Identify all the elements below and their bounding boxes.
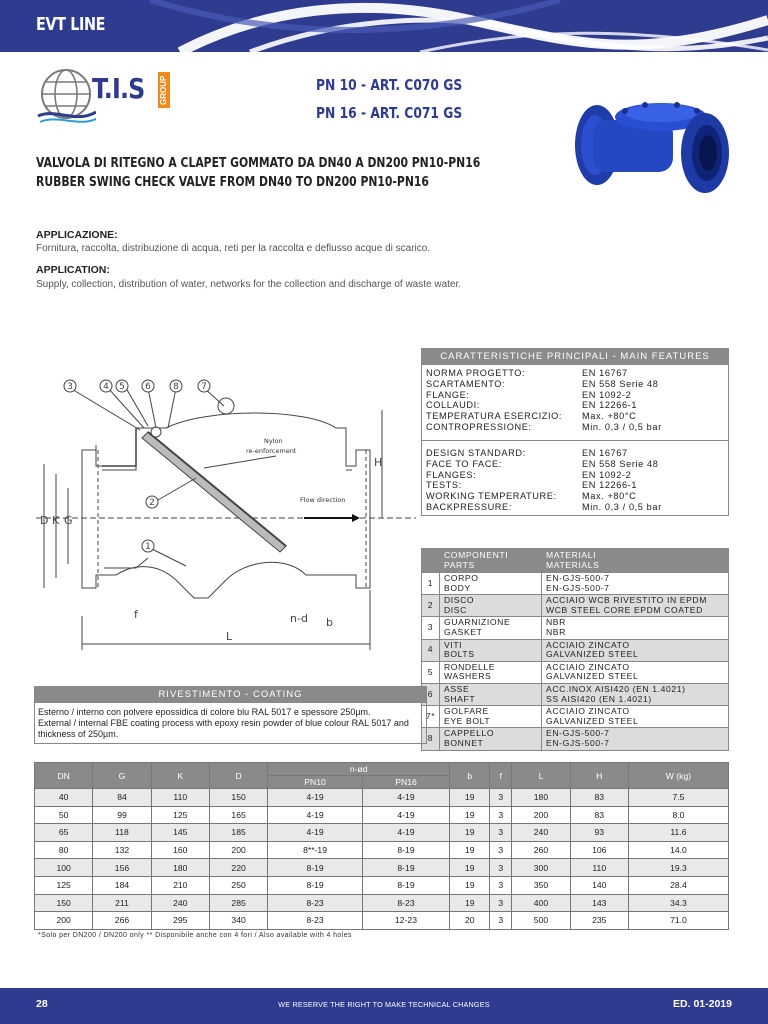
callout-3: 3 bbox=[67, 382, 73, 392]
dims-cell: 266 bbox=[93, 912, 151, 930]
dims-cell: 4-19 bbox=[268, 789, 363, 807]
dims-cell: 19 bbox=[450, 806, 490, 824]
dims-cell: 19 bbox=[450, 894, 490, 912]
feature-value: EN 12266-1 bbox=[582, 480, 638, 491]
component-material bbox=[542, 683, 729, 705]
article-pn16: PN 16 - ART. C071 GS bbox=[316, 104, 463, 122]
component-part bbox=[440, 706, 542, 728]
component-material bbox=[542, 573, 729, 595]
dims-cell: 500 bbox=[512, 912, 570, 930]
feature-key: FLANGE: bbox=[426, 389, 470, 400]
component-part bbox=[440, 595, 542, 617]
component-part bbox=[440, 573, 542, 595]
dims-header-d: D bbox=[209, 763, 267, 789]
feature-key: BACKPRESSURE: bbox=[426, 501, 512, 512]
dim-f-label: f bbox=[134, 608, 138, 621]
dims-cell: 300 bbox=[512, 859, 570, 877]
material-en: NBR bbox=[546, 626, 566, 637]
features-english bbox=[422, 441, 728, 513]
material-it: ACCIAIO ZINCATO bbox=[546, 661, 630, 672]
dims-header-nd: n-ød bbox=[268, 763, 450, 776]
component-part bbox=[440, 617, 542, 639]
feature-row bbox=[426, 470, 724, 481]
dims-cell: 3 bbox=[490, 806, 512, 824]
component-number: 7* bbox=[422, 706, 440, 728]
valve-product-image bbox=[565, 95, 733, 195]
article-pn10: PN 10 - ART. C070 GS bbox=[316, 76, 463, 94]
dims-cell: 100 bbox=[35, 859, 93, 877]
part-en: GASKET bbox=[444, 626, 483, 637]
callout-5: 5 bbox=[119, 382, 125, 392]
dims-cell: 210 bbox=[151, 876, 209, 894]
dims-cell: 99 bbox=[93, 806, 151, 824]
feature-value: EN 12266-1 bbox=[582, 400, 638, 411]
dims-cell: 185 bbox=[209, 824, 267, 842]
main-features-box bbox=[421, 348, 729, 516]
material-it: EN-GJS-500-7 bbox=[546, 728, 610, 739]
dims-cell: 340 bbox=[209, 912, 267, 930]
dims-cell: 180 bbox=[512, 789, 570, 807]
component-part bbox=[440, 661, 542, 683]
logo-group-tag: GROUP bbox=[158, 72, 170, 108]
part-it: GOLFARE bbox=[444, 706, 489, 717]
footer-band bbox=[0, 988, 768, 1024]
feature-key: DESIGN STANDARD: bbox=[426, 448, 526, 458]
coating-header: RIVESTIMENTO - COATING bbox=[35, 687, 426, 703]
dims-cell: 400 bbox=[512, 894, 570, 912]
dims-cell: 28.4 bbox=[628, 876, 728, 894]
dims-cell: 83 bbox=[570, 789, 628, 807]
features-italian bbox=[422, 365, 728, 441]
dims-row bbox=[35, 859, 729, 877]
dims-body bbox=[35, 789, 729, 930]
dims-row bbox=[35, 876, 729, 894]
component-number: 4 bbox=[422, 639, 440, 661]
title-italian: VALVOLA DI RITEGNO A CLAPET GOMMATO DA DN40 A DN200 PN10-PN16 bbox=[36, 155, 481, 171]
dims-cell: 3 bbox=[490, 894, 512, 912]
feature-key: TESTS: bbox=[426, 480, 462, 491]
dims-row bbox=[35, 894, 729, 912]
dims-cell: 200 bbox=[35, 912, 93, 930]
dims-cell: 20 bbox=[450, 912, 490, 930]
dims-cell: 3 bbox=[490, 789, 512, 807]
component-material bbox=[542, 728, 729, 750]
dims-cell: 34.3 bbox=[628, 894, 728, 912]
feature-value: EN 16767 bbox=[582, 448, 628, 458]
parts-header-en: PARTS bbox=[444, 559, 475, 570]
dims-cell: 50 bbox=[35, 806, 93, 824]
reinforcement-label: re-enforcement bbox=[246, 447, 297, 455]
part-it: RONDELLE bbox=[444, 661, 496, 672]
series-title: EVT LINE bbox=[36, 14, 106, 35]
materials-header-en: MATERIALS bbox=[546, 559, 600, 570]
coating-text-en: External / internal FBE coating process with epoxy resin powder of blue colour RAL 5017 and thickness of 250µm. bbox=[38, 718, 409, 739]
dims-cell: 140 bbox=[570, 876, 628, 894]
feature-value: EN 558 Serie 48 bbox=[582, 458, 659, 469]
dims-cell: 3 bbox=[490, 859, 512, 877]
callout-2: 2 bbox=[149, 498, 155, 508]
feature-row bbox=[426, 502, 724, 513]
dims-cell: 156 bbox=[93, 859, 151, 877]
dims-cell: 11.6 bbox=[628, 824, 728, 842]
dim-b-label: b bbox=[326, 616, 333, 629]
dims-cell: 220 bbox=[209, 859, 267, 877]
dims-cell: 235 bbox=[570, 912, 628, 930]
component-number: 3 bbox=[422, 617, 440, 639]
dims-header-k: K bbox=[151, 763, 209, 789]
material-en: GALVANIZED STEEL bbox=[546, 649, 639, 660]
part-en: SHAFT bbox=[444, 693, 476, 704]
feature-row bbox=[426, 422, 724, 433]
dims-header-row bbox=[35, 763, 729, 776]
material-en: SS AISI420 (EN 1.4021) bbox=[546, 693, 652, 704]
nylon-label: Nylon bbox=[264, 437, 283, 445]
callout-7: 7 bbox=[201, 382, 207, 392]
dims-header-dn: DN bbox=[35, 763, 93, 789]
dims-cell: 71.0 bbox=[628, 912, 728, 930]
parts-header-it: COMPONENTI bbox=[444, 549, 509, 560]
dims-cell: 80 bbox=[35, 841, 93, 859]
feature-key: CONTROPRESSIONE: bbox=[426, 421, 532, 432]
feature-value: Max. +80°C bbox=[582, 411, 637, 422]
feature-value: Min. 0,3 / 0,5 bar bbox=[582, 421, 662, 432]
dims-cell: 93 bbox=[570, 824, 628, 842]
dims-cell: 125 bbox=[151, 806, 209, 824]
dims-cell: 250 bbox=[209, 876, 267, 894]
material-it: ACCIAIO ZINCATO bbox=[546, 639, 630, 650]
coating-box bbox=[34, 686, 427, 744]
dims-cell: 143 bbox=[570, 894, 628, 912]
dims-cell: 110 bbox=[570, 859, 628, 877]
title-english: RUBBER SWING CHECK VALVE FROM DN40 TO DN200 PN10-PN16 bbox=[36, 174, 429, 190]
dims-cell: 19.3 bbox=[628, 859, 728, 877]
dims-cell: 350 bbox=[512, 876, 570, 894]
feature-value: Min. 0,3 / 0,5 bar bbox=[582, 501, 662, 512]
feature-key: FLANGES: bbox=[426, 469, 477, 480]
dim-nd-label: n-d bbox=[290, 612, 308, 625]
dims-cell: 184 bbox=[93, 876, 151, 894]
callout-8: 8 bbox=[173, 382, 179, 392]
component-number: 2 bbox=[422, 595, 440, 617]
component-number: 1 bbox=[422, 573, 440, 595]
dims-cell: 285 bbox=[209, 894, 267, 912]
dims-cell: 200 bbox=[209, 841, 267, 859]
component-row bbox=[422, 683, 729, 705]
dim-k-label: K bbox=[52, 514, 60, 527]
material-en: WCB STEEL CORE EPDM COATED bbox=[546, 604, 703, 615]
dims-cell: 84 bbox=[93, 789, 151, 807]
part-it: ASSE bbox=[444, 683, 470, 694]
globe-icon bbox=[36, 66, 96, 126]
components-header-parts bbox=[440, 549, 542, 573]
feature-value: EN 16767 bbox=[582, 368, 628, 378]
dims-cell: 118 bbox=[93, 824, 151, 842]
dims-cell: 110 bbox=[151, 789, 209, 807]
dims-cell: 14.0 bbox=[628, 841, 728, 859]
part-en: EYE BOLT bbox=[444, 715, 491, 726]
edition-label: ED. 01-2019 bbox=[673, 998, 732, 1010]
feature-value: EN 558 Serie 48 bbox=[582, 378, 659, 389]
component-number: 8 bbox=[422, 728, 440, 750]
page-number: 28 bbox=[36, 998, 48, 1010]
component-material bbox=[542, 661, 729, 683]
material-en: GALVANIZED STEEL bbox=[546, 671, 639, 682]
material-en: EN-GJS-500-7 bbox=[546, 737, 610, 748]
dims-cell: 3 bbox=[490, 876, 512, 894]
dims-cell: 8-19 bbox=[268, 859, 363, 877]
dims-cell: 165 bbox=[209, 806, 267, 824]
dims-cell: 8-19 bbox=[362, 841, 449, 859]
part-en: BODY bbox=[444, 582, 471, 593]
footnote: *Solo per DN200 / DN200 only ** Disponibile anche con 4 fori / Also available with 4 holes bbox=[38, 932, 352, 939]
dims-header-g: G bbox=[93, 763, 151, 789]
feature-value: Max. +80°C bbox=[582, 491, 637, 502]
header-band bbox=[0, 0, 768, 52]
dims-cell: 19 bbox=[450, 841, 490, 859]
technical-changes-notice: WE RESERVE THE RIGHT TO MAKE TECHNICAL CHANGES bbox=[278, 1000, 490, 1009]
component-material bbox=[542, 595, 729, 617]
dims-cell: 8-19 bbox=[362, 876, 449, 894]
dims-cell: 150 bbox=[35, 894, 93, 912]
feature-row bbox=[426, 400, 724, 411]
callout-1: 1 bbox=[145, 542, 151, 552]
dims-subheader-pn10: PN10 bbox=[268, 776, 363, 789]
dims-cell: 19 bbox=[450, 876, 490, 894]
materials-header-it: MATERIALI bbox=[546, 549, 597, 560]
dims-cell: 200 bbox=[512, 806, 570, 824]
dim-h-label: H bbox=[374, 456, 383, 469]
company-logo bbox=[36, 64, 168, 130]
component-row bbox=[422, 728, 729, 750]
dims-header-b: b bbox=[450, 763, 490, 789]
dims-cell: 12-23 bbox=[362, 912, 449, 930]
part-it: CORPO bbox=[444, 573, 479, 583]
part-en: BOLTS bbox=[444, 649, 475, 660]
callout-6: 6 bbox=[145, 382, 151, 392]
dims-cell: 240 bbox=[151, 894, 209, 912]
dims-subheader-pn16: PN16 bbox=[362, 776, 449, 789]
technical-drawing bbox=[36, 370, 416, 660]
dims-cell: 240 bbox=[512, 824, 570, 842]
components-header-materials bbox=[542, 549, 729, 573]
feature-key: NORMA PROGETTO: bbox=[426, 368, 526, 378]
part-it: DISCO bbox=[444, 595, 475, 606]
material-it: ACC.INOX AISI420 (EN 1.4021) bbox=[546, 683, 686, 694]
dims-cell: 8-19 bbox=[362, 859, 449, 877]
dims-cell: 4-19 bbox=[268, 824, 363, 842]
feature-row bbox=[426, 390, 724, 401]
application-it-label: APPLICAZIONE: bbox=[36, 229, 118, 241]
feature-row bbox=[426, 448, 724, 459]
components-header-row bbox=[422, 549, 729, 573]
component-part bbox=[440, 683, 542, 705]
dims-header-f: f bbox=[490, 763, 512, 789]
part-en: BONNET bbox=[444, 737, 484, 748]
component-material bbox=[542, 639, 729, 661]
dims-row bbox=[35, 824, 729, 842]
dims-cell: 19 bbox=[450, 789, 490, 807]
feature-value: EN 1092-2 bbox=[582, 469, 632, 480]
dims-cell: 4-19 bbox=[362, 824, 449, 842]
component-part bbox=[440, 728, 542, 750]
part-it: CAPPELLO bbox=[444, 728, 495, 739]
feature-row bbox=[426, 379, 724, 390]
dims-cell: 3 bbox=[490, 841, 512, 859]
dims-cell: 19 bbox=[450, 824, 490, 842]
part-it: GUARNIZIONE bbox=[444, 617, 511, 628]
application-en-text: Supply, collection, distribution of water, networks for the collection and discharge of waste water. bbox=[36, 279, 462, 290]
feature-row bbox=[426, 480, 724, 491]
dim-g-label: G bbox=[64, 514, 73, 527]
feature-key: FACE TO FACE: bbox=[426, 458, 502, 469]
dims-cell: 106 bbox=[570, 841, 628, 859]
dims-cell: 295 bbox=[151, 912, 209, 930]
dims-cell: 8-19 bbox=[268, 876, 363, 894]
dims-cell: 150 bbox=[209, 789, 267, 807]
part-it: VITI bbox=[444, 639, 463, 650]
component-row bbox=[422, 617, 729, 639]
component-row bbox=[422, 661, 729, 683]
dims-cell: 8**-19 bbox=[268, 841, 363, 859]
dims-cell: 7.5 bbox=[628, 789, 728, 807]
coating-text-it: Esterno / interno con polvere epossidica di colore blu RAL 5017 e spessore 250µm. bbox=[38, 707, 371, 717]
dims-row bbox=[35, 789, 729, 807]
dims-cell: 40 bbox=[35, 789, 93, 807]
dims-cell: 4-19 bbox=[362, 789, 449, 807]
dims-cell: 4-19 bbox=[362, 806, 449, 824]
feature-key: COLLAUDI: bbox=[426, 400, 480, 411]
material-it: NBR bbox=[546, 617, 566, 628]
callout-4: 4 bbox=[103, 382, 109, 392]
dims-row bbox=[35, 806, 729, 824]
dims-cell: 3 bbox=[490, 912, 512, 930]
components-table bbox=[421, 548, 729, 751]
dims-cell: 8-23 bbox=[362, 894, 449, 912]
feature-key: TEMPERATURA ESERCIZIO: bbox=[426, 411, 563, 422]
dim-l-label: L bbox=[226, 630, 233, 643]
dims-cell: 180 bbox=[151, 859, 209, 877]
material-en: GALVANIZED STEEL bbox=[546, 715, 639, 726]
dims-row bbox=[35, 841, 729, 859]
dims-header-l: L bbox=[512, 763, 570, 789]
dims-cell: 19 bbox=[450, 859, 490, 877]
feature-key: WORKING TEMPERATURE: bbox=[426, 491, 557, 502]
feature-key: SCARTAMENTO: bbox=[426, 378, 506, 389]
dim-d-label: D bbox=[40, 514, 49, 527]
feature-row bbox=[426, 491, 724, 502]
part-en: DISC bbox=[444, 604, 467, 615]
feature-row bbox=[426, 368, 724, 379]
material-it: ACCIAIO ZINCATO bbox=[546, 706, 630, 717]
feature-row bbox=[426, 411, 724, 422]
dims-cell: 211 bbox=[93, 894, 151, 912]
dims-cell: 125 bbox=[35, 876, 93, 894]
component-row bbox=[422, 639, 729, 661]
dims-cell: 145 bbox=[151, 824, 209, 842]
dims-row bbox=[35, 912, 729, 930]
material-it: ACCIAIO WCB RIVESTITO IN EPDM bbox=[546, 595, 707, 606]
application-it-text: Fornitura, raccolta, distribuzione di acqua, reti per la raccolta e deflusso acque di scarico. bbox=[36, 243, 431, 254]
component-row bbox=[422, 706, 729, 728]
feature-value: EN 1092-2 bbox=[582, 389, 632, 400]
dims-cell: 132 bbox=[93, 841, 151, 859]
dims-cell: 83 bbox=[570, 806, 628, 824]
part-en: WASHERS bbox=[444, 671, 492, 682]
header-wave-decoration bbox=[0, 0, 768, 52]
component-number: 6 bbox=[422, 683, 440, 705]
dims-cell: 260 bbox=[512, 841, 570, 859]
main-features-header: CARATTERISTICHE PRINCIPALI - MAIN FEATURES bbox=[422, 349, 728, 365]
component-row bbox=[422, 573, 729, 595]
component-material bbox=[542, 617, 729, 639]
feature-row bbox=[426, 459, 724, 470]
dimensions-table bbox=[34, 762, 729, 930]
material-en: EN-GJS-500-7 bbox=[546, 582, 610, 593]
dims-cell: 3 bbox=[490, 824, 512, 842]
dims-cell: 8-23 bbox=[268, 894, 363, 912]
component-number: 5 bbox=[422, 661, 440, 683]
dims-cell: 8-23 bbox=[268, 912, 363, 930]
dims-cell: 65 bbox=[35, 824, 93, 842]
application-en-label: APPLICATION: bbox=[36, 264, 110, 276]
dims-cell: 4-19 bbox=[268, 806, 363, 824]
dims-cell: 8.0 bbox=[628, 806, 728, 824]
dims-header-weight: W (kg) bbox=[628, 763, 728, 789]
components-header-number bbox=[422, 549, 440, 573]
component-part bbox=[440, 639, 542, 661]
component-row bbox=[422, 595, 729, 617]
flow-direction-label: Flow direction bbox=[300, 496, 346, 504]
logo-wordmark: T.I.S bbox=[92, 72, 145, 105]
component-material bbox=[542, 706, 729, 728]
material-it: EN-GJS-500-7 bbox=[546, 573, 610, 583]
dims-header-h: H bbox=[570, 763, 628, 789]
dims-cell: 160 bbox=[151, 841, 209, 859]
